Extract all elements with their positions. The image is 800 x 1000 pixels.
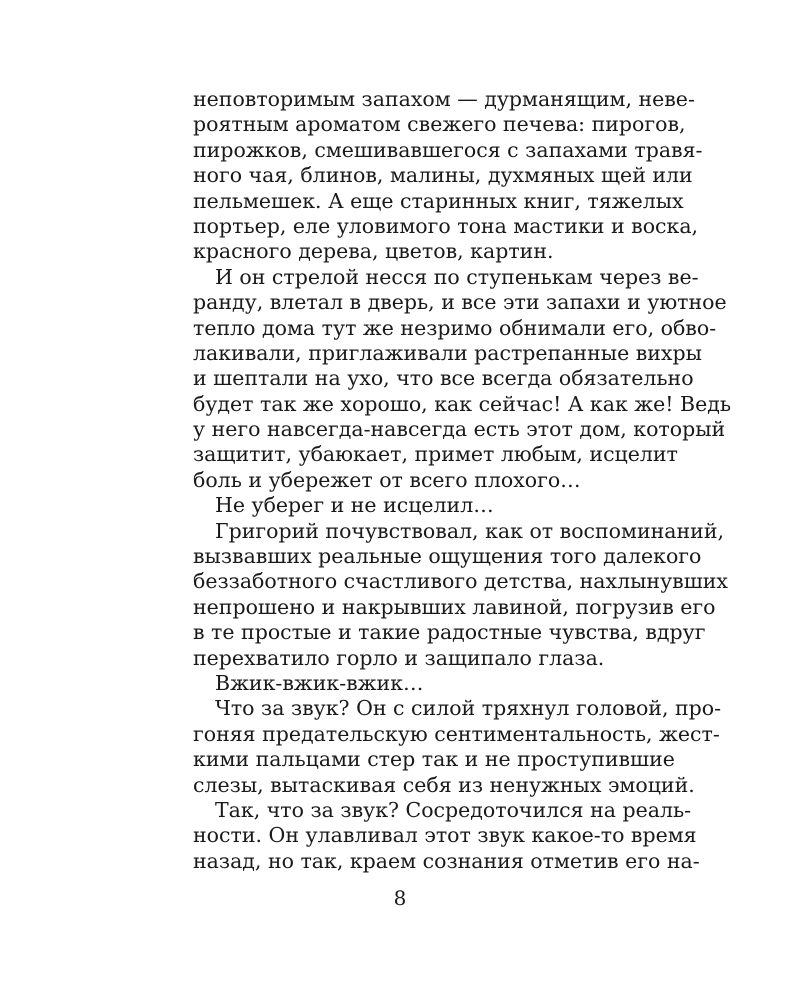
text-line: ранду, влетал в дверь, и все эти запахи и уютное xyxy=(193,290,727,315)
text-line: в те простые и такие радостные чувства, вдруг xyxy=(193,620,706,645)
text-line: ности. Он улавливал этот звук какое-то время xyxy=(193,823,697,848)
text-line: непрошено и накрывших лавиной, погрузив его xyxy=(193,594,716,619)
body-text xyxy=(193,87,731,874)
text-line: ного чая, блинов, малины, духмяных щей или xyxy=(193,163,693,188)
text-line: портьер, еле уловимого тона мастики и воска, xyxy=(193,213,699,238)
text-line: пельмешек. А еще старинных книг, тяжелых xyxy=(193,188,684,213)
text-line: беззаботного счастливого детства, нахлынувших xyxy=(193,569,728,594)
text-line: тепло дома тут же незримо обнимали его, обво- xyxy=(193,315,717,340)
text-line: назад, но так, краем сознания отметив его на- xyxy=(193,848,700,873)
text-line: боль и убережет от всего плохого… xyxy=(193,467,581,492)
text-line: Не уберег и не исцелил… xyxy=(215,493,494,518)
text-line: красного дерева, цветов, картин. xyxy=(193,239,554,264)
text-line: слезы, вытаскивая себя из ненужных эмоций. xyxy=(193,772,695,797)
text-line: лакивали, приглаживали растрепанные вихры xyxy=(193,340,702,365)
text-line: Григорий почувствовал, как от воспоминаний, xyxy=(215,518,725,543)
text-line: И он стрелой несся по ступенькам через ве- xyxy=(215,264,699,289)
text-line: и шептали на ухо, что все всегда обязательно xyxy=(193,366,694,391)
text-line: перехватило горло и защипало глаза. xyxy=(193,645,605,670)
text-line: Что за звук? Он с силой тряхнул головой, про- xyxy=(215,696,722,721)
text-line: кими пальцами стер так и не проступившие xyxy=(193,747,675,772)
text-line: неповторимым запахом — дурманящим, неве- xyxy=(193,87,695,111)
text-line: пирожков, смешивавшегося с запахами травя- xyxy=(193,137,703,162)
text-line: гоняя предательскую сентиментальность, жест- xyxy=(193,721,720,746)
text-line: роятным ароматом свежего печева: пирогов, xyxy=(193,112,686,137)
text-line: у него навсегда-навсегда есть этот дом, который xyxy=(193,417,726,442)
text-line: защитит, убаюкает, примет любым, исцелит xyxy=(193,442,678,467)
text-line: Так, что за звук? Сосредоточился на реаль- xyxy=(215,797,692,822)
text-line: Вжик-вжик-вжик… xyxy=(215,670,424,695)
text-line: будет так же хорошо, как сейчас! А как же! Ведь xyxy=(193,391,731,416)
text-line: вызвавших реальные ощущения того далекого xyxy=(193,544,702,569)
page-number: 8 xyxy=(393,886,407,910)
